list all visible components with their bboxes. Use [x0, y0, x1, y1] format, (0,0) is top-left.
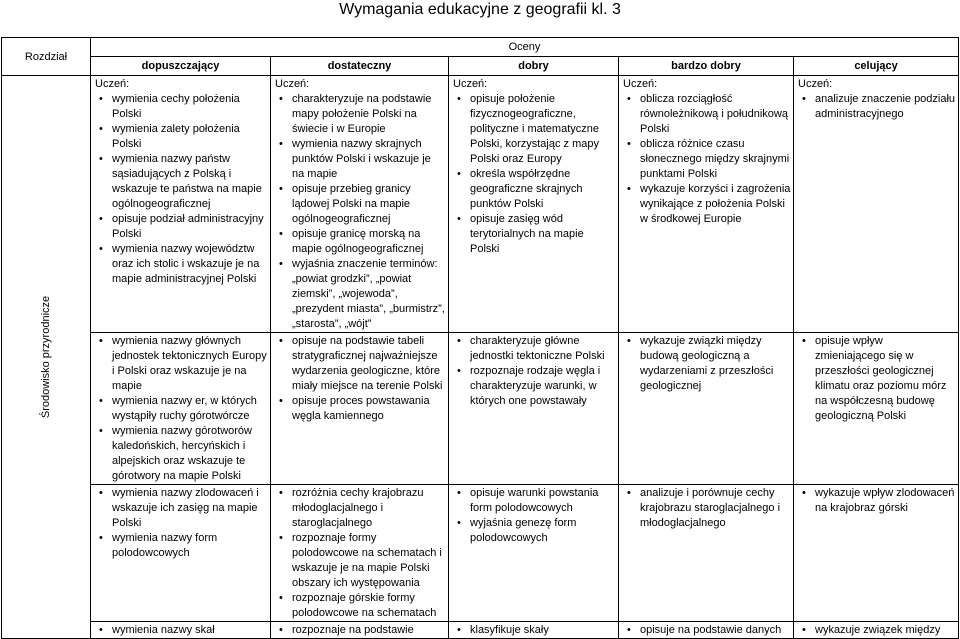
- requirement-item: • wykazuje wpływ zlodowaceń na krajobraz górski: [796, 486, 956, 516]
- requirement-item: • wymienia nazwy województw oraz ich stolic i wskazuje je na mapie administracyjnej Polski: [93, 242, 268, 287]
- requirement-item: • rozpoznaje górskie formy polodowcowe na schematach: [273, 591, 446, 621]
- requirement-item: • określa współrzędne geograficzne skrajnych punktów Polski: [451, 167, 616, 212]
- requirement-cell: [619, 622, 794, 639]
- requirements-table: [1, 37, 959, 639]
- requirement-cell: [449, 76, 619, 333]
- requirement-item: • opisuje proces powstawania węgla kamiennego: [273, 394, 446, 424]
- grade-header-dobry: dobry: [449, 57, 619, 76]
- requirement-item: • wymienia cechy położenia Polski: [93, 92, 268, 122]
- requirement-item: • wymienia nazwy skał: [93, 623, 268, 638]
- requirement-item: • opisuje podział administracyjny Polski: [93, 212, 268, 242]
- requirement-list: [621, 486, 791, 531]
- intro-label: Uczeń:: [453, 78, 488, 90]
- header-row-levels: [2, 57, 959, 76]
- requirement-item: • opisuje położenie fizycznogeograficzne, polityczne i matematyczne Polski, korzystając z mapy Polski oraz Europy: [451, 92, 616, 167]
- requirement-cell: [449, 485, 619, 622]
- header-row-grades: [2, 38, 959, 57]
- section-cell: [2, 76, 91, 639]
- requirement-cell: [91, 622, 271, 639]
- requirement-item: • wymienia nazwy zlodowaceń i wskazuje ich zasięg na mapie Polski: [93, 486, 268, 531]
- requirement-cell: [271, 76, 449, 333]
- requirement-list: [451, 92, 616, 257]
- requirement-list: [796, 334, 956, 424]
- requirement-item: • rozpoznaje rodzaje węgla i charakteryzuje warunki, w których one powstawały: [451, 364, 616, 409]
- requirement-cell: [794, 76, 959, 333]
- requirement-item: • wykazuje związek między: [796, 623, 956, 638]
- requirement-item: • wyjaśnia znaczenie terminów: „powiat grodzki”, „powiat ziemski”, „wojewoda”, „prezydent miasta”, „burmistrz”, „starosta”, „wójt”: [273, 257, 446, 332]
- requirement-list: [451, 486, 616, 546]
- requirement-list: [621, 623, 791, 638]
- requirement-item: • wymienia nazwy górotworów kaledońskich, hercyńskich i alpejskich oraz wskazuje te górotwory na mapie Polski: [93, 424, 268, 484]
- requirement-cell: [619, 485, 794, 622]
- requirement-list: [93, 334, 268, 484]
- requirement-cell: [91, 333, 271, 485]
- requirement-cell: [91, 485, 271, 622]
- requirement-item: • wymienia nazwy głównych jednostek tektonicznych Europy i Polski oraz wskazuje je na mapie: [93, 334, 268, 394]
- intro-label: Uczeń:: [798, 78, 833, 90]
- requirement-list: [796, 92, 956, 122]
- requirement-item: • wymienia nazwy er, w których wystąpiły ruchy górotwórcze: [93, 394, 268, 424]
- requirement-item: • opisuje na podstawie tabeli stratygraficznej najważniejsze wydarzenia geologiczne, które miały miejsce na terenie Polski: [273, 334, 446, 394]
- section-column-header: Rozdział: [2, 38, 91, 76]
- requirement-item: • opisuje wpływ zmieniającego się w przeszłości geologicznej klimatu oraz poziomu mórz na współczesną budowę geologiczną Polski: [796, 334, 956, 424]
- requirement-item: • charakteryzuje na podstawie mapy położenie Polski na świecie i w Europie: [273, 92, 446, 137]
- grade-header-dopuszczajacy: dopuszczający: [91, 57, 271, 76]
- requirement-list: [93, 92, 268, 287]
- requirement-item: • wymienia zalety położenia Polski: [93, 122, 268, 152]
- requirement-item: • opisuje warunki powstania form polodowcowych: [451, 486, 616, 516]
- requirement-item: • wymienia nazwy państw sąsiadujących z Polską i wskazuje te państwa na mapie ogólnogeograficznej: [93, 152, 268, 212]
- requirement-list: [796, 623, 956, 638]
- requirement-cell: [271, 485, 449, 622]
- table-row: [2, 76, 959, 333]
- section-label: Środowisko przyrodnicze: [40, 295, 52, 419]
- table-row: [2, 485, 959, 622]
- requirement-cell: [271, 622, 449, 639]
- requirement-list: [273, 334, 446, 424]
- grade-header-bardzo-dobry: bardzo dobry: [619, 57, 794, 76]
- requirement-item: • rozróżnia cechy krajobrazu młodoglacjalnego i staroglacjalnego: [273, 486, 446, 531]
- requirement-item: • opisuje granicę morską na mapie ogólnogeograficznej: [273, 227, 446, 257]
- requirement-item: • wykazuje związki między budową geologiczną a wydarzeniami z przeszłości geologicznej: [621, 334, 791, 394]
- requirement-cell: [449, 622, 619, 639]
- requirement-cell: [794, 485, 959, 622]
- requirement-item: • klasyfikuje skały: [451, 623, 616, 638]
- requirement-list: [273, 92, 446, 332]
- requirement-cell: [619, 333, 794, 485]
- requirement-item: • rozpoznaje formy polodowcowe na schematach i wskazuje je na mapie Polski obszary ich występowania: [273, 531, 446, 591]
- requirement-item: • opisuje zasięg wód terytorialnych na mapie Polski: [451, 212, 616, 257]
- intro-label: Uczeń:: [623, 78, 658, 90]
- requirement-cell: [91, 76, 271, 333]
- requirement-item: • oblicza rozciągłość równoleżnikową i południkową Polski: [621, 92, 791, 137]
- requirement-list: [451, 623, 616, 638]
- document-title: Wymagania edukacyjne z geografii kl. 3: [339, 1, 621, 18]
- requirement-list: [451, 334, 616, 409]
- requirement-item: • oblicza różnice czasu słonecznego między skrajnymi punktami Polski: [621, 137, 791, 182]
- requirement-cell: [271, 333, 449, 485]
- requirement-cell: [794, 622, 959, 639]
- requirement-item: • analizuje i porównuje cechy krajobrazu staroglacjalnego i młodoglacjalnego: [621, 486, 791, 531]
- requirement-item: • wyjaśnia genezę form polodowcowych: [451, 516, 616, 546]
- grade-header-dostateczny: dostateczny: [271, 57, 449, 76]
- requirement-item: • rozpoznaje na podstawie: [273, 623, 446, 638]
- requirement-list: [273, 486, 446, 621]
- requirement-list: [93, 623, 268, 638]
- table-row: [2, 333, 959, 485]
- table-row: [2, 622, 959, 639]
- requirement-list: [621, 334, 791, 394]
- requirement-list: [796, 486, 956, 516]
- grade-header-celujacy: celujący: [794, 57, 959, 76]
- requirement-cell: [449, 333, 619, 485]
- requirement-cell: [619, 76, 794, 333]
- requirement-item: • charakteryzuje główne jednostki tektoniczne Polski: [451, 334, 616, 364]
- requirement-item: • opisuje na podstawie danych: [621, 623, 791, 638]
- requirement-item: • wykazuje korzyści i zagrożenia wynikające z położenia Polski w środkowej Europie: [621, 182, 791, 227]
- requirement-list: [273, 623, 446, 638]
- intro-label: Uczeń:: [275, 78, 310, 90]
- requirement-list: [621, 92, 791, 227]
- requirement-item: • analizuje znaczenie podziału administracyjnego: [796, 92, 956, 122]
- intro-label: Uczeń:: [95, 78, 130, 90]
- requirement-cell: [794, 333, 959, 485]
- requirement-item: • opisuje przebieg granicy lądowej Polski na mapie ogólnogeograficznej: [273, 182, 446, 227]
- requirement-item: • wymienia nazwy skrajnych punktów Polski i wskazuje je na mapie: [273, 137, 446, 182]
- requirement-list: [93, 486, 268, 561]
- grades-header: Oceny: [91, 38, 959, 57]
- requirement-item: • wymienia nazwy form polodowcowych: [93, 531, 268, 561]
